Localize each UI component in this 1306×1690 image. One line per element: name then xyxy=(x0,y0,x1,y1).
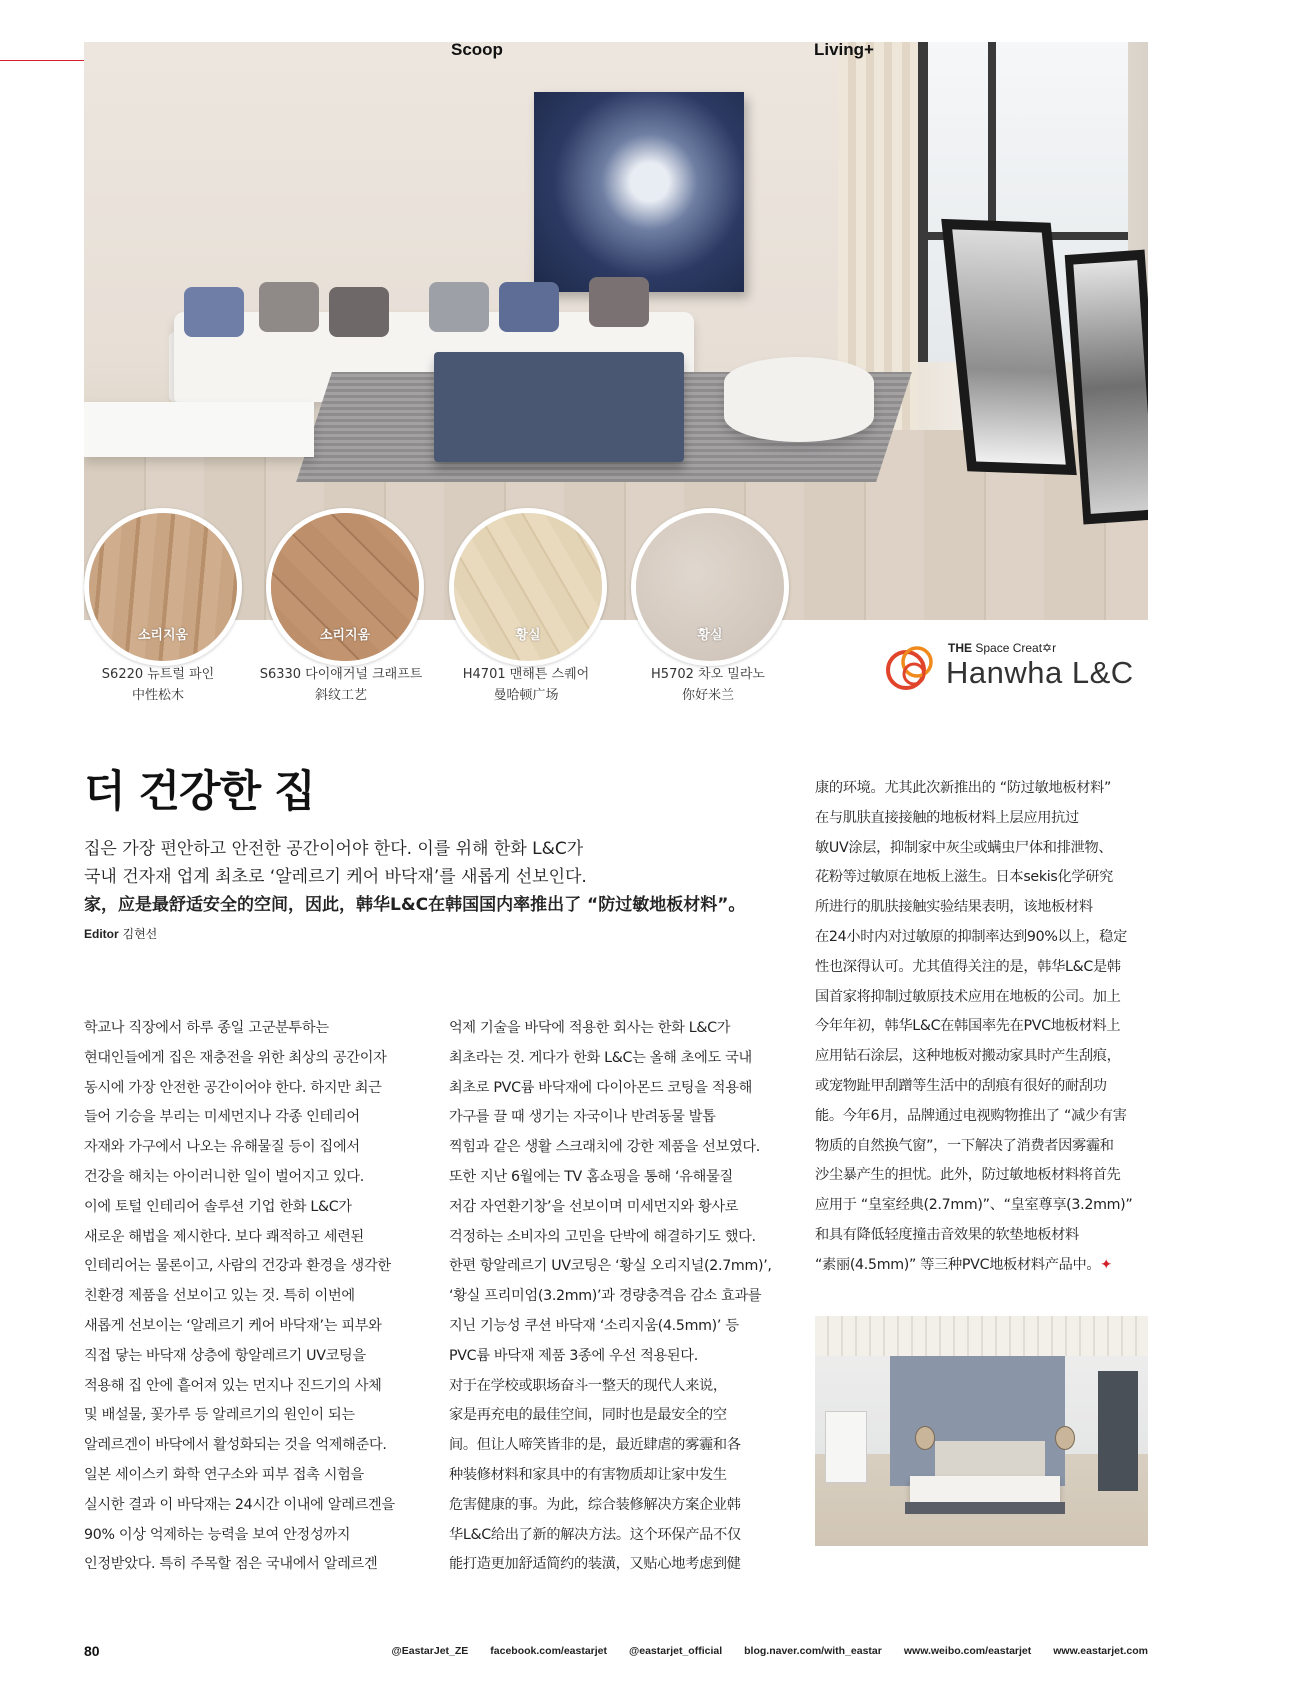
footer-links xyxy=(392,1645,1148,1657)
category-label: Living+ xyxy=(814,40,874,59)
end-mark-icon: ✦ xyxy=(1100,1256,1112,1273)
swatch-2 xyxy=(266,508,424,666)
body-column-2: 억제 기술을 바닥에 적용한 회사는 한화 L&C가 최초라는 것. 게다가 한화 L&C는 올해 초에도 국내 최초로 PVC륨 바닥재에 다이아몬드 코팅을 적용해 가구를 끌 때 생기는 자국이나 반려동물 발톱 찍힘과 같은 생활 스크래치에 강한 제품을 선보였다. 또한 지난 6월에는 TV 홈쇼핑을 통해 ‘유해물질 저감 자연환기창’을 선보이며 미세먼지와 황사로 걱정하는 소비자의 고민을 단박에 해결하기도 했다. 한편 항알레르기 UV코팅은 ‘황실 오리지널(2.7mm)’, ‘황실 프리미엄(3.2mm)’과 경량충격음 감소 효과를 지닌 기능성 쿠션 바닥재 ‘소리지움(4.5mm)’ 등 PVC륨 바닥재 제품 3종에 우선 적용된다. 对于在学校或职场奋斗一整天的现代人来说， 家是再充电的最佳空间，同时也是最安全的空 间。但让人啼笑皆非的是，最近肆虐的雾霾和各 种装修材料和家具中的有害物质却让家中发生 危害健康的事。为此，综合装修解决方案企业韩 华L&C给出了新的解决方法。这个环保产品不仅 能打造更加舒适简约的装潢，又贴心地考虑到健 xyxy=(449,1020,772,1573)
footer-link[interactable]: www.eastarjet.com xyxy=(1053,1645,1148,1657)
abstract-painting xyxy=(534,92,744,292)
swatch-caption-2: S6330 다이애거널 크래프트 斜纹工艺 xyxy=(259,667,423,703)
footer-link[interactable]: facebook.com/eastarjet xyxy=(490,1645,608,1657)
swatch-caption-3: H4701 맨해튼 스퀘어 曼哈顿广场 xyxy=(462,667,590,703)
article-title: 더 건강한 집 xyxy=(84,767,315,817)
swatch-3 xyxy=(449,508,607,666)
logo-tagline: THE Space Creat✡r xyxy=(948,641,1057,655)
bedroom-image xyxy=(815,1316,1148,1546)
logo-wordmark: Hanwha L&C xyxy=(946,655,1134,690)
swatch-tag: 소리지움 xyxy=(137,628,189,643)
swatch-caption-4: H5702 차오 밀라노 你好米兰 xyxy=(651,667,765,703)
swatch-1 xyxy=(84,508,242,666)
page-number: 80 xyxy=(84,1643,100,1659)
editor-credit: Editor 김현선 xyxy=(84,927,158,941)
swatch-tag: 황실 xyxy=(515,628,541,643)
footer-link[interactable]: @eastarjet_official xyxy=(629,1645,723,1657)
swatch-tag: 소리지움 xyxy=(319,628,371,643)
swatch-tag: 황실 xyxy=(697,628,723,643)
ottoman xyxy=(434,352,684,462)
article-deck: 집은 가장 편안하고 안전한 공간이어야 한다. 이를 위해 한화 L&C가 국내 건자재 업계 최초로 ‘알레르기 케어 바닥재’를 새롭게 선보인다. 家，应是最舒适安全的空间，因此，韩华L&C在韩国国内率推出了 “防过敏地板材料”。 xyxy=(84,839,746,915)
hanwha-logo-icon xyxy=(884,640,940,696)
body-column-1: 학교나 직장에서 하루 종일 고군분투하는 현대인들에게 집은 재충전을 위한 최상의 공간이자 동시에 가장 안전한 공간이어야 한다. 하지만 최근 들어 기승을 부리는 미세먼지나 각종 인테리어 자재와 가구에서 나오는 유해물질 등이 집에서 건강을 해치는 아이러니한 일이 벌어지고 있다. 이에 토털 인테리어 솔루션 기업 한화 L&C가 새로운 해법을 제시한다. 보다 쾌적하고 세련된 인테리어는 물론이고, 사람의 건강과 환경을 생각한 친환경 제품을 선보이고 있는 것. 특히 이번에 새롭게 선보이는 ‘알레르기 케어 바닥재’는 피부와 직접 닿는 바닥재 상층에 항알레르기 UV코팅을 적용해 집 안에 흩어져 있는 먼지나 진드기의 사체 및 배설물, 꽃가루 등 알레르기의 원인이 되는 알레르겐이 바닥에서 활성화되는 것을 억제해준다. 일본 세이스키 화학 연구소와 피부 접촉 시험을 실시한 결과 이 바닥재는 24시간 이내에 알레르겐을 90% 이상 억제하는 능력을 보여 안정성까지 인정받았다. 특히 주목할 점은 국내에서 알레르겐 xyxy=(84,1020,395,1573)
footer-link[interactable]: blog.naver.com/with_eastar xyxy=(744,1645,882,1657)
footer-link[interactable]: www.weibo.com/eastarjet xyxy=(903,1645,1032,1657)
section-label: Scoop xyxy=(451,40,503,59)
swatch-4 xyxy=(631,508,789,666)
swatch-caption-1: S6220 뉴트럴 파인 中性松木 xyxy=(101,667,215,703)
hero-living-room-image xyxy=(84,42,1148,620)
body-column-3: 康的环境。尤其此次新推出的 “防过敏地板材料” 在与肌肤直接接触的地板材料上层应用抗过 敏UV涂层，抑制家中灰尘或螨虫尸体和排泄物、 花粉等过敏原在地板上滋生。日本sekis化学研究 所进行的肌肤接触实验结果表明，该地板材料 在24小时内对过敏原的抑制率达到90%以上，稳定 性也深得认可。尤其值得关注的是，韩华L&C是韩 国首家将抑制过敏原技术应用在地板的公司。加上 今年年初，韩华L&C在韩国率先在PVC地板材料上 应用钻石涂层，这种地板对搬动家具时产生刮痕， 或宠物趾甲刮蹭等生活中的刮痕有很好的耐刮功 能。今年6月，品牌通过电视购物推出了 “减少有害 物质的自然换气窗”，一下解决了消费者因雾霾和 沙尘暴产生的担忧。此外，防过敏地板材料将首先 应用于 “皇室经典(2.7mm)”、“皇室尊享(3.2mm)” 和具有降低轻度撞击音效果的软垫地板材料 “素丽(4.5mm)” 等三种PVC地板材料产品中。✦ xyxy=(815,780,1133,1273)
footer-link[interactable]: @EastarJet_ZE xyxy=(391,1645,469,1657)
